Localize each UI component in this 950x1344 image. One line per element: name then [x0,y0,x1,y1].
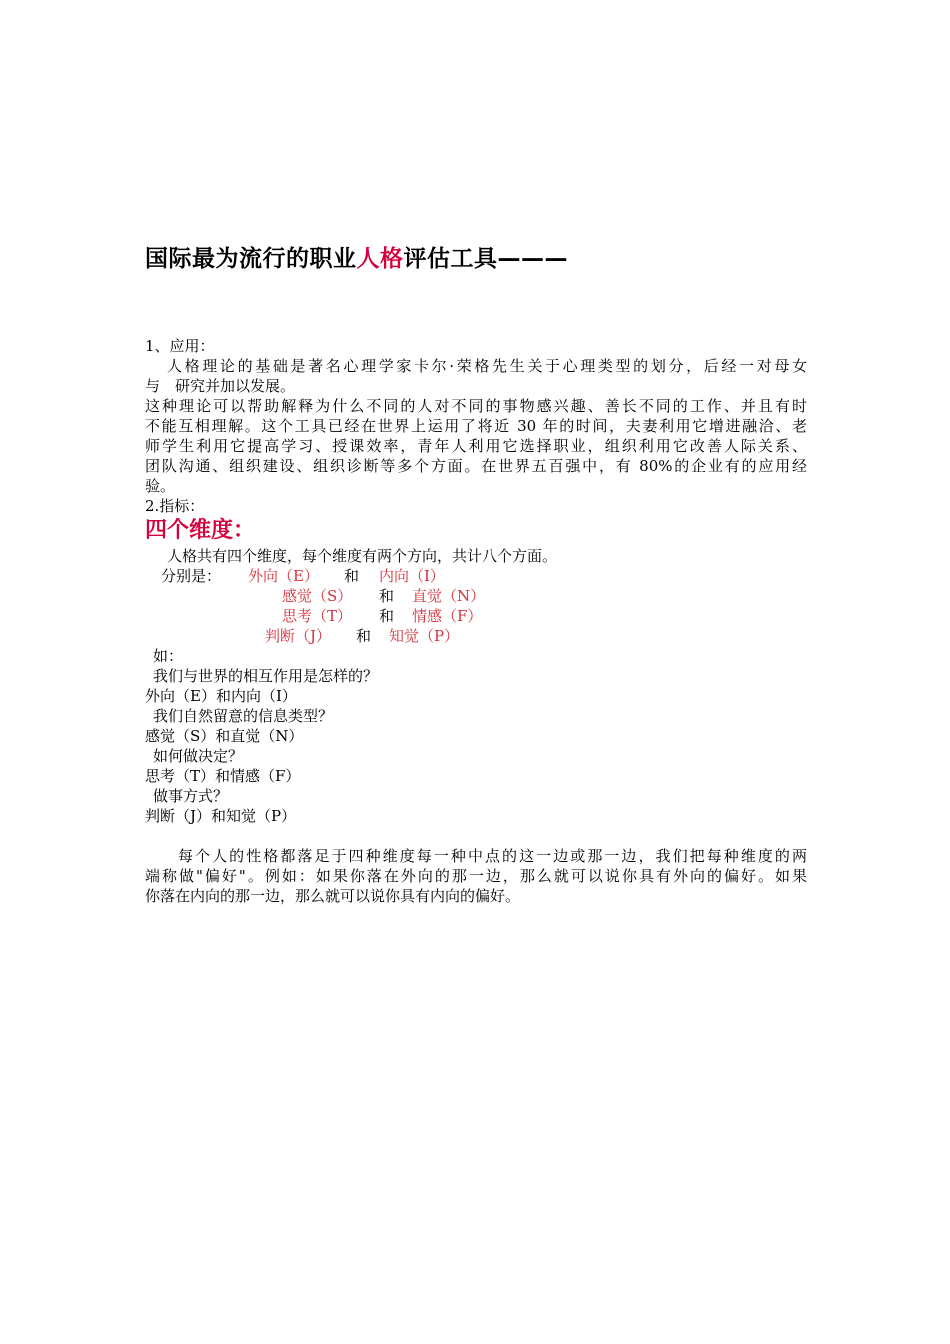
dimensions-intro: 人格共有四个维度，每个维度有两个方向，共计八个方面。 [167,547,558,565]
dimension-a: 思考（T） [282,607,353,625]
paragraph-2-line-4: 团队沟通、组织建设、组织诊断等多个方面。在世界五百强中，有 80%的企业有的应用经 [145,457,807,475]
question: 我们自然留意的信息类型？ [153,707,334,725]
answer: 思考（T）和情感（F） [145,767,301,785]
paragraph-spacer [145,826,807,846]
question: 我们与世界的相互作用是怎样的？ [153,667,379,685]
paragraph-2-line-1: 这种理论可以帮助解释为什么不同的人对不同的事物感兴趣、善长不同的工作、并且有时 [145,397,807,415]
paragraph-1-line-2: 与 研究并加以发展。 [145,377,296,395]
dimension-b: 内向（I） [379,567,445,585]
question: 做事方式？ [153,787,229,805]
dimension-a: 外向（E） [248,567,319,585]
document-body [145,336,807,906]
section-2-label: 2.指标： [145,497,205,515]
dimension-and: 和 [344,567,360,585]
document-title [145,240,568,273]
dimension-b: 知觉（P） [389,627,460,645]
dimension-b: 情感（F） [412,607,483,625]
section-1-label: 1、应用： [145,337,215,355]
closing-line-3: 你落在内向的那一边，那么就可以说你具有内向的偏好。 [145,887,521,905]
answer: 判断（J）和知觉（P） [145,807,297,825]
section-2-heading: 四个维度： [145,518,256,543]
closing-line-1: 每个人的性格都落足于四种维度每一种中点的这一边或那一边，我们把每种维度的两 [178,847,807,865]
answer: 感觉（S）和直觉（N） [145,727,304,745]
dimension-pair-row [145,566,807,586]
title-part-1: 国际最为流行的职业 [145,246,357,272]
dimension-pair-row [145,606,807,626]
question: 如何做决定？ [153,747,244,765]
dimension-and: 和 [379,607,395,625]
dimension-b: 直觉（N） [412,587,486,605]
dimension-and: 和 [379,587,395,605]
example-label: 如： [153,647,184,665]
dimension-and: 和 [356,627,372,645]
paragraph-1-line-1: 人格理论的基础是著名心理学家卡尔·荣格先生关于心理类型的划分，后经一对母女 [167,357,807,375]
paragraph-2-line-3: 师学生利用它提高学习、授课效率，青年人利用它选择职业，组织利用它改善人际关系、 [145,437,807,455]
answer: 外向（E）和内向（I） [145,687,297,705]
dimension-a: 判断（J） [265,627,332,645]
dimension-pair-row [145,626,807,646]
list-prefix: 分别是： [161,567,222,585]
dimension-a: 感觉（S） [282,587,353,605]
title-part-3: 评估工具——— [403,246,568,272]
paragraph-2-line-2: 不能互相理解。这个工具已经在世界上运用了将近 30 年的时间，夫妻利用它增进融洽、老 [145,417,807,435]
dimension-pair-row [145,586,807,606]
paragraph-2-line-5: 验。 [145,477,176,495]
closing-line-2: 端称做"偏好"。例如：如果你落在外向的那一边，那么就可以说你具有外向的偏好。如果 [145,867,807,885]
title-highlight: 人格 [356,246,404,272]
